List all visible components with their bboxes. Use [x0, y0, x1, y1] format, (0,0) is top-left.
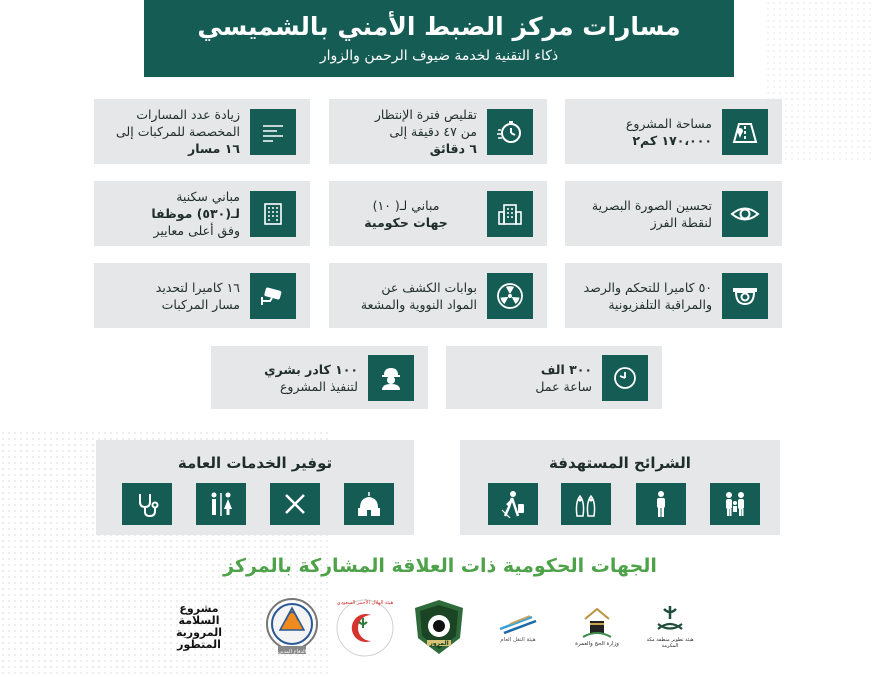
stat-label: لنقطة الفرز: [650, 214, 712, 230]
map-icon: [722, 109, 768, 155]
stat-value: جهات حكومية: [364, 214, 448, 230]
family-icon: [710, 483, 760, 525]
traffic-dept-name: المرور: [429, 640, 449, 647]
traveler-icon: [488, 483, 538, 525]
red-crescent-logo: [332, 597, 398, 659]
restaurant-icon: [270, 483, 320, 525]
stat-label: مباني لـ( ١٠): [372, 197, 440, 213]
header-banner: [144, 0, 734, 77]
stat-value: لـ(٥٣٠) موظفا: [151, 206, 240, 221]
security-camera-icon: [250, 273, 296, 319]
apartment-icon: [250, 191, 296, 237]
stat-card-visual: [565, 181, 782, 246]
page-title: مسارات مركز الضبط الأمني بالشميسي: [197, 12, 681, 41]
stat-label: مساحة المشروع: [625, 115, 712, 131]
stat-label: مسار المركبات: [161, 296, 240, 312]
stat-label: المواد النووية والمشعة: [360, 296, 477, 312]
mosque-icon: [344, 483, 394, 525]
target-segments-title: الشرائح المستهدفة: [549, 454, 691, 472]
stat-value: ١٦ كاميرا لتحديد: [155, 279, 240, 295]
stat-card-cameras16: [94, 263, 310, 328]
page-subtitle: ذكاء التقنية لخدمة ضيوف الرحمن والزوار: [319, 48, 559, 64]
makkah-authority-logo: [640, 598, 700, 654]
stat-card-cameras50: [565, 263, 782, 328]
stat-card-residential: [94, 181, 310, 246]
makkah-authority-name: هيئة تطوير منطقة مكة المكرمة: [646, 637, 694, 649]
stat-label: ساعة عمل: [535, 378, 592, 394]
stat-label: والمراقبة التلفزيونية: [608, 296, 712, 312]
stat-label: لتنفيذ المشروع: [279, 378, 358, 394]
stat-label: المخصصة للمركبات إلى: [116, 124, 240, 139]
stat-card-area: [565, 99, 782, 164]
gov-entities-title: الجهات الحكومية ذات العلاقة المشاركة بالمركز: [223, 555, 657, 577]
stat-value: ٥٠ كاميرا للتحكم والرصد: [583, 279, 712, 295]
eye-icon: [722, 191, 768, 237]
hajj-ministry-name: وزارة الحج والعمرة: [575, 641, 619, 647]
stat-value: ٦ دقائق: [429, 141, 477, 156]
stat-label: بوابات الكشف عن: [381, 279, 477, 295]
transport-authority-name: هيئة النقل العام: [500, 637, 536, 643]
stat-card-lanes: [94, 99, 310, 164]
women-icon: [561, 483, 611, 525]
stat-card-gov-buildings: [329, 181, 547, 246]
restroom-icon: [196, 483, 246, 525]
worker-icon: [368, 355, 414, 401]
medical-icon: [122, 483, 172, 525]
stat-value: ١٠٠ كادر بشري: [264, 361, 358, 377]
traffic-dept-logo: [409, 597, 469, 657]
lanes-icon: [250, 109, 296, 155]
civil-defense-name: الدفاع المدني: [277, 649, 306, 655]
stat-card-wait: [329, 99, 547, 164]
stat-value: ٣٠٠ الف: [540, 361, 592, 377]
stat-label: وفق أعلى معايير: [153, 223, 240, 238]
public-services-title: توفير الخدمات العامة: [177, 454, 333, 472]
building-icon: [487, 191, 533, 237]
stat-label: مباني سكنية: [176, 189, 240, 204]
stat-card-staff: [211, 346, 428, 409]
stat-value: ١٧٠،٠٠٠ كم٢: [632, 132, 712, 148]
stat-label: تقليص فترة الإنتظار: [374, 107, 477, 122]
transport-authority-logo: [485, 600, 551, 654]
stat-label: زيادة عدد المسارات: [136, 107, 240, 122]
stopwatch-icon: [487, 109, 533, 155]
radiation-icon: [487, 273, 533, 319]
stat-card-hours: [446, 346, 662, 409]
clock-icon: [602, 355, 648, 401]
stat-label: تحسين الصورة البصرية: [591, 197, 712, 213]
road-safety-logo: [160, 602, 238, 651]
stat-card-gates: [329, 263, 547, 328]
hajj-ministry-logo: [568, 596, 626, 656]
road-safety-name: مشروع السلامة المرورية المتطور: [175, 602, 223, 651]
stat-label: من ٤٧ دقيقة إلى: [389, 124, 477, 139]
dome-camera-icon: [722, 273, 768, 319]
civil-defense-logo: [262, 595, 322, 659]
red-crescent-name: هيئة الهلال الأحمر السعودي: [336, 600, 394, 606]
man-icon: [636, 483, 686, 525]
stat-value: ١٦ مسار: [188, 141, 240, 156]
